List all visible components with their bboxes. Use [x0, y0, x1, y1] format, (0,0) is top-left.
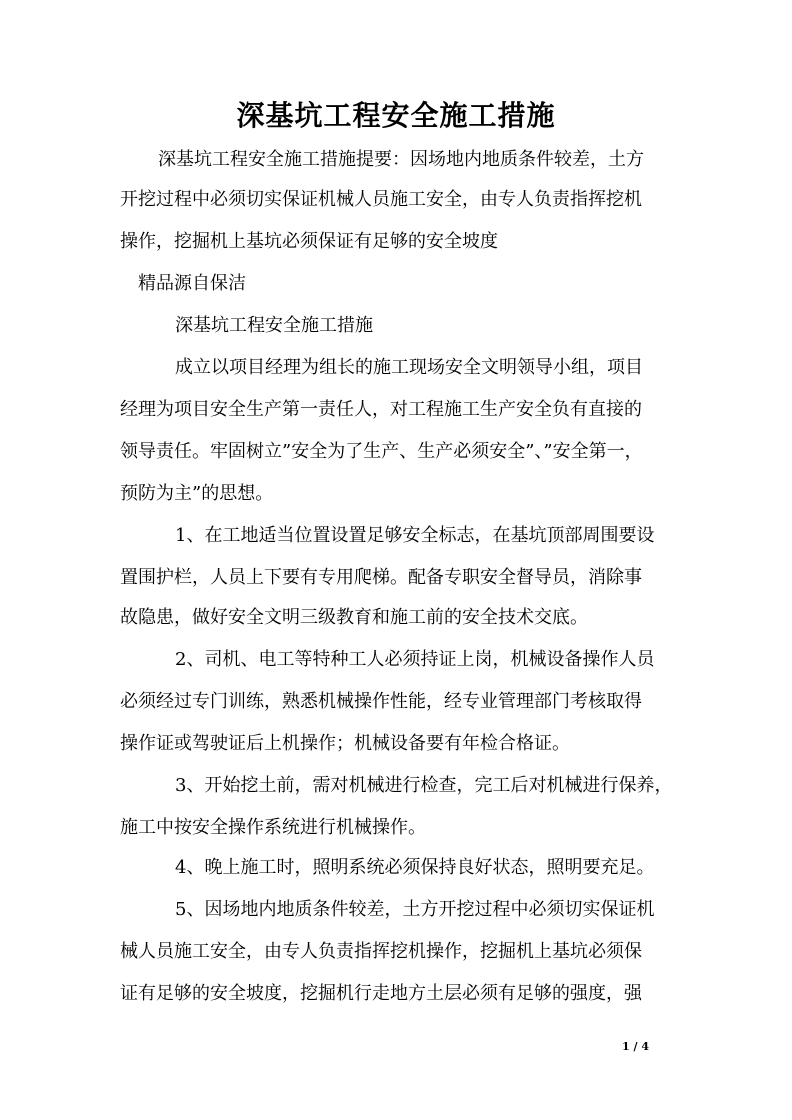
paragraph-line: 5、因场地内地质条件较差，土方开挖过程中必须切实保证机 [175, 899, 655, 920]
paragraph-line: 2、司机、电工等特种工人必须持证上岗，机械设备操作人员 [175, 649, 655, 670]
paragraph-line: 必须经过专门训练，熟悉机械操作性能，经专业管理部门考核取得 [120, 691, 642, 712]
paragraph-line: 证有足够的安全坡度，挖掘机行走地方土层必须有足够的强度，强 [120, 983, 642, 1004]
paragraph-line: 4、晚上施工时，照明系统必须保持良好状态，照明要充足。 [175, 857, 655, 878]
paragraph-line: 故隐患，做好安全文明三级教育和施工前的安全技术交底。 [120, 607, 588, 628]
paragraph-line: 深基坑工程安全施工措施提要：因场地内地质条件较差，土方 [158, 149, 644, 170]
paragraph-line: 1、在工地适当位置设置足够安全标志，在基坑顶部周围要设 [175, 525, 655, 546]
paragraph-line: 精品源自保洁 [138, 273, 246, 294]
paragraph-line: 操作证或驾驶证后上机操作；机械设备要有年检合格证。 [120, 733, 570, 754]
section-heading: 深基坑工程安全施工措施 [175, 315, 373, 336]
paragraph-line: 置围护栏，人员上下要有专用爬梯。配备专职安全督导员，消除事 [120, 567, 642, 588]
paragraph-line: 施工中按安全操作系统进行机械操作。 [120, 817, 426, 838]
document-title: 深基坑工程安全施工措施 [236, 99, 556, 132]
paragraph-line: 开挖过程中必须切实保证机械人员施工安全，由专人负责指挥挖机 [120, 189, 642, 210]
paragraph-line: 成立以项目经理为组长的施工现场安全文明领导小组，项目 [175, 357, 643, 378]
paragraph-line: 操作，挖掘机上基坑必须保证有足够的安全坡度 [120, 231, 498, 252]
paragraph-line: 3、开始挖土前，需对机械进行检查，完工后对机械进行保养， [175, 775, 673, 796]
paragraph-line: 械人员施工安全，由专人负责指挥挖机操作，挖掘机上基坑必须保 [120, 941, 642, 962]
page-number: 1 / 4 [622, 1040, 649, 1053]
paragraph-line: 预防为主”的思想。 [120, 483, 274, 504]
paragraph-line: 领导责任。牢固树立”安全为了生产、生产必须安全”、”安全第一， [120, 441, 643, 462]
paragraph-line: 经理为项目安全生产第一责任人，对工程施工生产安全负有直接的 [120, 399, 642, 420]
